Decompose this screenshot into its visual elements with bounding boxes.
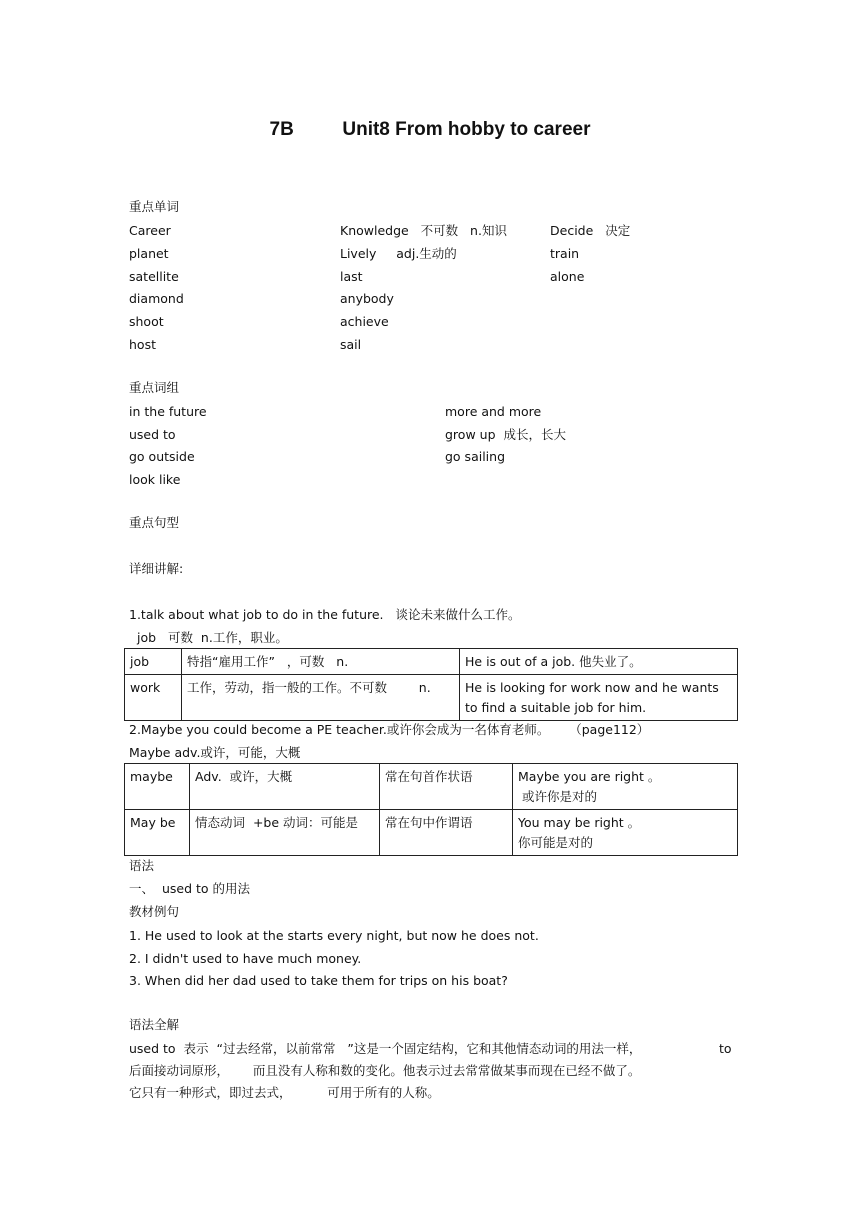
vocab-word: diamond xyxy=(129,291,184,306)
table-cell: job xyxy=(125,649,182,675)
vocab-word: last xyxy=(340,269,363,284)
table-cell: Adv. 或许，大概 xyxy=(190,764,380,810)
phrase: in the future xyxy=(129,404,207,419)
job-work-table xyxy=(124,648,738,721)
point2-text: 2.Maybe you could become a PE teacher.或许你会成为一名体育老师。 （page112） xyxy=(129,722,650,737)
explain-heading: 语法全解 xyxy=(129,1017,180,1032)
vocab-heading: 重点单词 xyxy=(129,199,180,214)
explain-line: 它只有一种形式，即过去式， 可用于所有的人称。 xyxy=(129,1085,440,1100)
table-cell: 常在句首作状语 xyxy=(380,764,513,810)
example-sentence: 2. I didn't used to have much money. xyxy=(129,951,362,966)
table-cell: Maybe you are right 。 或许你是对的 xyxy=(513,764,738,810)
table-row xyxy=(125,649,738,675)
table-row xyxy=(125,675,738,721)
vocab-word: alone xyxy=(550,269,585,284)
explain-line: 后面接动词原形， 而且没有人称和数的变化。他表示过去常常做某事而现在已经不做了。 xyxy=(129,1063,641,1078)
phrase: more and more xyxy=(445,404,542,419)
vocab-word: achieve xyxy=(340,314,389,329)
sentences-heading: 重点句型 xyxy=(129,515,180,530)
phrase: go sailing xyxy=(445,449,506,464)
vocab-word: anybody xyxy=(340,291,394,306)
examples-heading: 教材例句 xyxy=(129,904,180,919)
phrase: go outside xyxy=(129,449,195,464)
vocab-word: sail xyxy=(340,337,362,352)
table-cell: 工作，劳动，指一般的工作。不可数 n. xyxy=(182,675,460,721)
table-cell: 情态动词 +be 动词：可能是 xyxy=(190,810,380,856)
table-cell: He is looking for work now and he wants to find a suitable job for him. xyxy=(460,675,738,721)
details-heading: 详细讲解: xyxy=(129,561,184,576)
page-title xyxy=(0,119,860,141)
vocab-word: Career xyxy=(129,223,171,238)
table-cell: 常在句中作谓语 xyxy=(380,810,513,856)
point1-sub: job 可数 n.工作，职业。 xyxy=(137,630,288,645)
title-grade: 7B xyxy=(269,119,294,140)
phrase: grow up 成长，长大 xyxy=(445,427,566,442)
title-unit: Unit8 From hobby to career xyxy=(342,119,591,140)
table-cell: work xyxy=(125,675,182,721)
phrase: look like xyxy=(129,472,181,487)
grammar-heading: 语法 xyxy=(129,858,155,873)
vocab-word: Lively adj.生动的 xyxy=(340,246,457,261)
vocab-word: Knowledge 不可数 n.知识 xyxy=(340,223,507,238)
vocab-word: shoot xyxy=(129,314,164,329)
phrases-heading: 重点词组 xyxy=(129,380,180,395)
vocab-word: Decide 决定 xyxy=(550,223,631,238)
table-cell: He is out of a job. 他失业了。 xyxy=(460,649,738,675)
vocab-word: train xyxy=(550,246,580,261)
explain-line: used to 表示 “过去经常，以前常常 ”这是一个固定结构，它和其他情态动词的用法一样， xyxy=(129,1041,642,1056)
phrase: used to xyxy=(129,427,176,442)
grammar-subheading: 一、 used to 的用法 xyxy=(129,881,251,896)
maybe-table xyxy=(124,763,738,856)
example-sentence: 3. When did her dad used to take them for trips on his boat? xyxy=(129,973,508,988)
vocab-word: host xyxy=(129,337,156,352)
point1-text: 1.talk about what job to do in the future. 谈论未来做什么工作。 xyxy=(129,607,521,622)
table-cell: May be xyxy=(125,810,190,856)
table-cell: You may be right 。 你可能是对的 xyxy=(513,810,738,856)
explain-line: to xyxy=(719,1041,732,1056)
point2-sub: Maybe adv.或许，可能，大概 xyxy=(129,745,301,760)
table-row xyxy=(125,764,738,810)
vocab-word: satellite xyxy=(129,269,179,284)
table-cell: maybe xyxy=(125,764,190,810)
table-cell: 特指“雇用工作” ，可数 n. xyxy=(182,649,460,675)
table-row xyxy=(125,810,738,856)
example-sentence: 1. He used to look at the starts every night, but now he does not. xyxy=(129,928,539,943)
vocab-word: planet xyxy=(129,246,169,261)
